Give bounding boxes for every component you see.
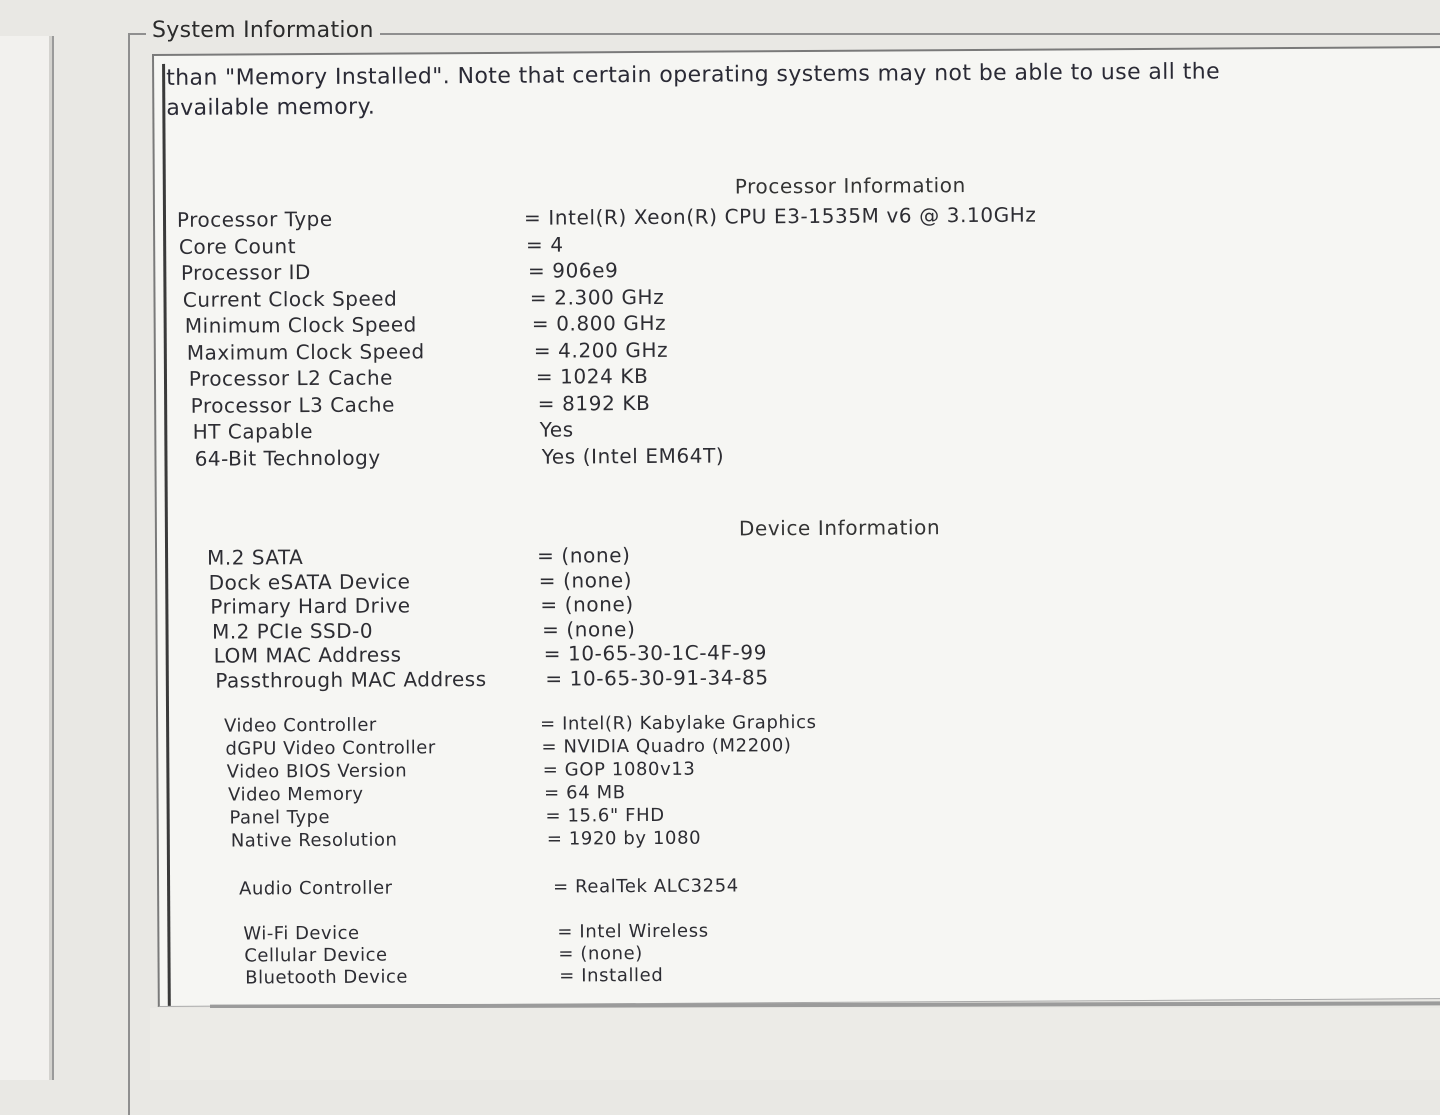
processor-information-title: Processor Information [734,173,966,199]
video-info-value: = Intel(R) Kabylake Graphics [540,711,817,735]
storage-info-value: = 10-65-30-91-34-85 [545,664,769,691]
processor-info-label: Minimum Clock Speed [184,312,417,338]
processor-info-value: = 0.800 GHz [531,310,667,336]
video-info-value: = NVIDIA Quadro (M2200) [541,735,792,758]
video-info-value: = 64 MB [544,782,626,804]
audio-info-value: = RealTek ALC3254 [553,875,739,898]
wireless-info-value: = Installed [559,964,664,987]
video-info-label: dGPU Video Controller [225,737,436,760]
processor-info-label: Processor ID [180,260,311,285]
processor-info-label: Processor Type [176,206,333,232]
system-info-scroll-panel[interactable] [152,46,1440,1007]
audio-info-label: Audio Controller [239,877,393,900]
storage-info-label: LOM MAC Address [213,642,402,668]
video-info-label: Native Resolution [230,829,398,852]
processor-info-value: = 4.200 GHz [533,337,669,363]
wireless-info-label: Wi-Fi Device [243,922,360,945]
video-info-label: Video Memory [228,783,364,806]
storage-info-value: = (none) [536,543,631,568]
wireless-info-label: Cellular Device [244,944,388,967]
wireless-info-value: = Intel Wireless [557,920,709,943]
video-info-label: Video BIOS Version [226,760,408,783]
processor-info-value: = Intel(R) Xeon(R) CPU E3-1535M v6 @ 3.10GHz [523,202,1037,230]
storage-info-value: = (none) [538,567,633,593]
video-info-value: = 1920 by 1080 [546,827,702,850]
processor-info-value: = 2.300 GHz [529,284,665,310]
wireless-info-label: Bluetooth Device [245,966,408,989]
window-bottom-area [150,1008,1440,1080]
intro-text-line1: than "Memory Installed". Note that certain operating systems may not be able to use all the [166,59,1221,91]
storage-info-label: Dock eSATA Device [208,568,411,595]
processor-info-value: = 1024 KB [535,363,649,389]
storage-info-label: M.2 SATA [207,545,304,570]
video-info-label: Video Controller [224,714,377,737]
intro-text-line2: available memory. [166,94,376,121]
wireless-info-value: = (none) [558,943,643,965]
processor-info-value: = 4 [525,231,564,257]
processor-info-value: = 906e9 [527,258,619,283]
processor-info-value: Yes (Intel EM64T) [541,443,725,469]
storage-info-label: M.2 PCIe SSD-0 [211,618,374,644]
device-information-title: Device Information [738,515,941,541]
processor-info-label: Core Count [178,233,297,259]
video-info-value: = 15.6" FHD [545,804,665,827]
group-title: System Information [146,18,380,43]
processor-info-label: Processor L3 Cache [190,392,395,418]
storage-info-value: = 10-65-30-1C-4F-99 [543,640,768,666]
storage-info-label: Primary Hard Drive [210,593,411,619]
processor-info-label: 64-Bit Technology [194,445,381,471]
processor-info-label: Current Clock Speed [182,286,398,312]
processor-info-value: = 8192 KB [537,390,651,416]
storage-info-value: = (none) [540,592,634,617]
storage-info-value: = (none) [541,616,636,642]
video-info-value: = GOP 1080v13 [542,758,696,781]
processor-info-value: Yes [539,417,574,442]
storage-info-label: Passthrough MAC Address [215,666,487,693]
processor-info-label: Maximum Clock Speed [186,338,425,365]
left-navigation-panel [0,36,54,1080]
processor-info-label: Processor L2 Cache [188,365,393,391]
processor-info-label: HT Capable [192,419,314,444]
video-info-label: Panel Type [229,806,331,829]
